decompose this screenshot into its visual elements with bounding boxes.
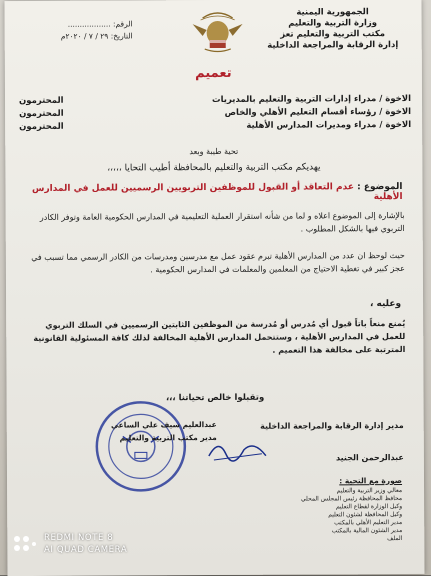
yemen-emblem (173, 6, 263, 56)
header-line-1: الجمهورية اليمنية (296, 7, 369, 18)
document-page (4, 0, 424, 576)
camera-dots-icon (12, 534, 38, 554)
addressee-row: الاخوة / مدراء ومديرات المدارس الأهلية المحترمون (19, 119, 412, 133)
copy-item: وكيل المحافظة لشئون التعليم (328, 511, 403, 519)
official-stamp (93, 398, 190, 495)
copy-item: وكيل الوزارة لقطاع التعليم (335, 503, 403, 511)
addressee-row: الاخوة / مدراء إدارات التربية والتعليم بالمديريات المحترمون (18, 93, 412, 107)
copy-item: مدير التعليم الأهلي بالمكتب (334, 519, 403, 527)
letterhead-left (23, 18, 133, 43)
greeting: تحية طيبة وبعد (189, 146, 239, 157)
addressee-row: الاخوة / رؤساء أقسام التعليم الأهلي والخاص المحترمون (19, 106, 412, 120)
signatory-left: عبدالعليم سيف علي الساعي مدير مكتب التربية والتعليم (111, 419, 217, 443)
header-line-4: إدارة الرقابة والمراجعة الداخلية (267, 40, 399, 51)
addressee-list (19, 93, 411, 134)
body-paragraph-1: بالإشارة إلى الموضوع اعلاه و لما من شأنه استقرار العملية التعليمية في المدارس الحكومية العامة وتوفر الكادر التربوي فيها بالشكل المطلوب . (39, 211, 405, 234)
ref-date: التاريخ: ٢٩ / ٧ / ٢٠٢٠م (60, 31, 133, 41)
header-line-2: وزارة التربية والتعليم (288, 18, 378, 29)
watermark-camera: AI QUAD CAMERA (44, 545, 128, 555)
body-paragraph-3: يُمنع منعاً باتاً قبول أي مُدرس أو مُدرسة من الموظفين الثابتين الرسميين في السلك التربوي للعمل في المدارس الأهلية ، وستتحمل المدارس الأهلية المخالفة لذلك كافة المسئولية القانونية المترتبة على مخالفة هذا التعميم . (33, 319, 406, 355)
and-accordingly: وعليه ، (369, 299, 402, 310)
signatory-right: مدير إدارة الرقابة والمراجعة الداخلية عبدالرحمن الجنيد (260, 421, 404, 463)
camera-watermark (12, 532, 127, 556)
copy-item: محافظ المحافظة رئيس المجلس المحلي (300, 495, 403, 503)
ref-number: الرقم: .................. (67, 19, 133, 29)
salutation: يهديكم مكتب التربية والتعليم بالمحافظة أطيب التحايا ،،،،، (107, 162, 321, 174)
copy-item: الملف (387, 535, 403, 543)
document-title: تعميم (195, 65, 232, 82)
letterhead-right (258, 7, 408, 52)
copies-heading: صورة مع التحية : (339, 476, 403, 486)
body-paragraph-2: حيث لوحظ ان عدد من المدارس الأهلية تبرم عقود عمل مع مدرسين ومدرسات من الكادر الرسمي مما تسبب في عجز كبير في تغطية الاحتياج من المعلمين والمعلمات في المدارس الحكومية . (31, 251, 405, 275)
subject-line: الموضوع : عدم التعاقد أو القبول للموظفين التربويين الرسميين للعمل في المدارس الأهلية (32, 182, 403, 203)
copy-item: مدير الشئون المالية بالمكتب (331, 527, 403, 535)
subject-text: عدم التعاقد أو القبول للموظفين التربويين الرسميين للعمل في المدارس الأهلية (32, 182, 403, 203)
header-line-3: مكتب التربية والتعليم تعز (280, 29, 386, 40)
copy-item: معالي وزير التربية والتعليم (336, 487, 403, 495)
watermark-model: REDMI NOTE 8 (44, 533, 114, 543)
copies-section (232, 477, 402, 544)
closing-line: وتقبلوا خالص تحياتنا ،،، (165, 392, 265, 404)
